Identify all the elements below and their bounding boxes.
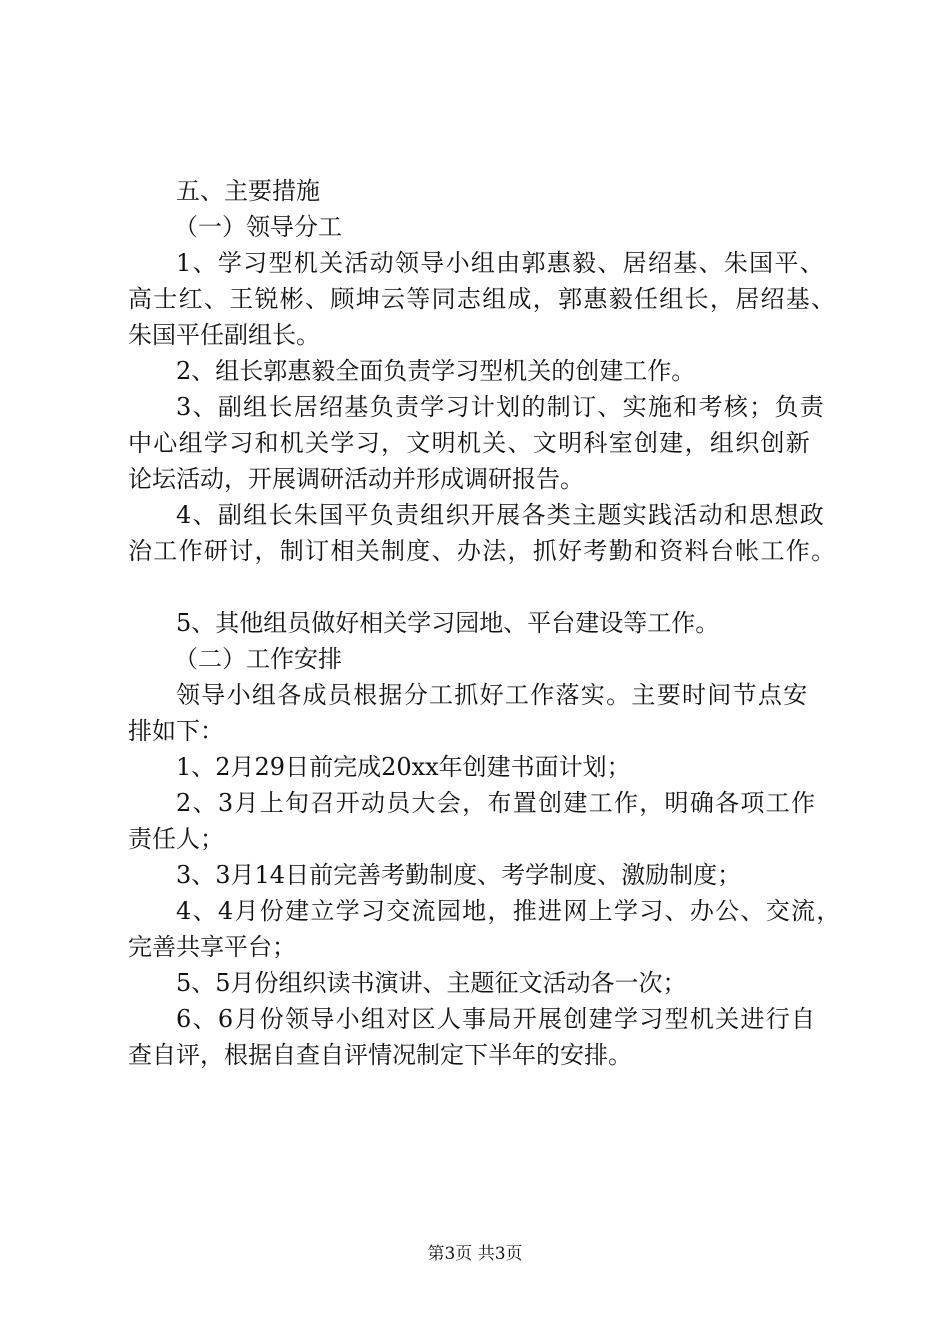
- paragraph-line: 领导小组各成员根据分工抓好工作落实。主要时间节点安: [176, 681, 809, 709]
- paragraph-line: 4、4月份建立学习交流园地，推进网上学习、办公、交流，: [176, 897, 842, 925]
- paragraph-line: 论坛活动，开展调研活动并形成调研报告。: [128, 465, 584, 493]
- paragraph-line: 4、副组长朱国平负责组织开展各类主题实践活动和思想政: [176, 501, 826, 529]
- page-indicator: 第3页 共3页: [427, 1244, 523, 1264]
- subsection-title-leadership: （一）领导分工: [174, 213, 342, 241]
- paragraph-line: 查自评，根据自查自评情况制定下半年的安排。: [128, 1041, 632, 1069]
- paragraph-line: 3、3月14日前完善考勤制度、考学制度、激励制度；: [176, 861, 742, 889]
- paragraph-line: 1、2月29日前完成20xx年创建书面计划；: [176, 753, 631, 781]
- paragraph-line: 朱国平任副组长。: [128, 321, 320, 349]
- paragraph-line: 责任人；: [128, 825, 224, 853]
- paragraph-line: 2、3月上旬召开动员大会，布置创建工作，明确各项工作: [176, 789, 817, 817]
- paragraph-line: 中心组学习和机关学习，文明机关、文明科室创建，组织创新: [128, 429, 812, 457]
- paragraph-line: 6、6月份领导小组对区人事局开展创建学习型机关进行自: [176, 1005, 817, 1033]
- paragraph-line: 1、学习型机关活动领导小组由郭惠毅、居绍基、朱国平、: [176, 249, 826, 277]
- paragraph-line: 完善共享平台；: [128, 933, 296, 961]
- paragraph-line: 5、其他组员做好相关学习园地、平台建设等工作。: [176, 609, 720, 637]
- paragraph-line: 治工作研讨，制订相关制度、办法，抓好考勤和资料台帐工作。: [128, 537, 837, 565]
- paragraph-line: 2、组长郭惠毅全面负责学习型机关的创建工作。: [176, 357, 696, 385]
- document-body: [128, 173, 858, 1073]
- blank-line: [128, 569, 858, 605]
- paragraph-line: 5、5月份组织读书演讲、主题征文活动各一次；: [176, 969, 687, 997]
- subsection-title-schedule: （二）工作安排: [174, 645, 342, 673]
- section-heading: 五、主要措施: [176, 177, 320, 205]
- paragraph-line: 3、副组长居绍基负责学习计划的制订、实施和考核；负责: [176, 393, 826, 421]
- paragraph-line: 高士红、王锐彬、顾坤云等同志组成，郭惠毅任组长，居绍基、: [128, 285, 837, 313]
- paragraph-line: 排如下：: [128, 717, 224, 745]
